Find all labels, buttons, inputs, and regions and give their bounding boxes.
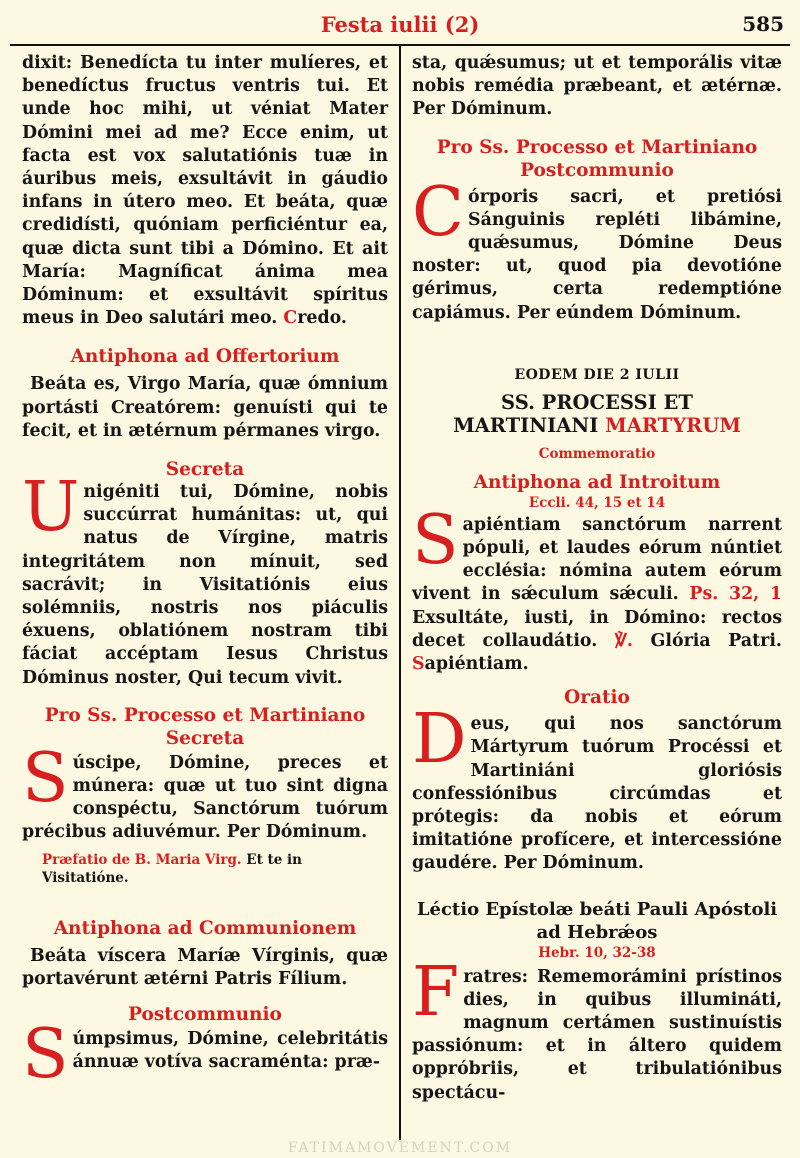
praefatio-label: Præfatio de B. Maria Virg. [42, 851, 242, 868]
pro-postcommunio-subheading: Postcommunio [520, 159, 674, 181]
page-number: 585 [742, 12, 784, 36]
communion-heading: Antiphona ad Communionem [53, 917, 357, 939]
psalm-text: Exsultáte, iusti, in Dómino: rectos decet collaudátio. [412, 607, 782, 651]
oratio-paragraph [412, 700, 782, 875]
lectio-text: ratres: Rememorámini prístinos dies, in quibus illumináti, magnum certámen sustinuístis passiónum: et in áltero quidem oppróbriis, et tribulatiónibus spectácu- [412, 966, 782, 1103]
feast-title-line2 [412, 414, 782, 437]
secreta-drop-cap: U [22, 468, 80, 548]
postcommunio-drop-cap: S [22, 1015, 69, 1095]
secreta-heading: Secreta [165, 459, 245, 481]
credo-rest: redo. [297, 308, 347, 329]
introit-heading: Antiphona ad Introitum [473, 471, 721, 493]
pro-postcommunio-heading: Pro Ss. Processo et Martiniano [436, 136, 758, 158]
introit-text: apiéntiam sanctórum narrent pópuli, et laudes eórum núntiet ecclésia: nómina autem eórum vivent in sǽculum sǽculi. [412, 514, 782, 605]
secreta-text: nigéniti tui, Dómine, nobis succúrrat humánitas: ut, qui natus de Vírgine, matris integritátem non mínuit, sed sacrávit; in Visitatiónis eius solémniis, nostris nos piáculis éxuens, oblatiónem nostram tibi fáciat accéptam Iesus Christus Dóminus noster, Qui tecum vivit. [22, 482, 388, 688]
psalm-reference: Ps. 32, 1 [689, 584, 782, 605]
postcommunio-heading: Postcommunio [128, 1004, 282, 1026]
gospel-continuation [22, 52, 388, 330]
pro-secreta-subheading: Secreta [165, 727, 245, 749]
feast-title-martyrum: MARTYRUM [605, 413, 741, 437]
pro-secreta-text: úscipe, Dómine, preces et múnera: quæ ut tuo sint digna conspéctu, Sanctórum tuórum précibus adiuvémur. Per Dóminum. [22, 752, 388, 843]
offertory-text: Beáta es, Virgo María, quæ ómnium portásti Creatórem: genuísti qui te fecit, et in ætérnum pérmanes virgo. [22, 374, 388, 441]
postcommunio-text: úmpsimus, Dómine, celebritátis ánnuæ votíva sacraménta: præ- [72, 1029, 388, 1073]
pro-postcommunio-text: órporis sacri, et pretiósi Sánguinis repléti libámine, quǽsumus, Dómine Deus noster: ut, quod pia devotióne gérimus, certa redemptióne capiámus. Per eúndem Dóminum. [412, 186, 782, 323]
gloria-text: Glória Patri. [650, 630, 782, 651]
repeat-text: apiéntiam. [424, 654, 529, 675]
pro-postcommunio-drop-cap: C [412, 172, 465, 252]
lectio-drop-cap: F [412, 952, 460, 1032]
praefatio-note [22, 851, 388, 887]
pro-secreta-heading: Pro Ss. Processo et Martiniano [44, 704, 366, 726]
feast-title-line1: SS. PROCESSI ET [501, 390, 693, 414]
eodem-die-label: EODEM DIE 2 IULII [514, 366, 680, 383]
praefatio-text: Et te in Visitatióne. [42, 851, 302, 886]
oratio-drop-cap: D [412, 700, 467, 780]
oratio-text: eus, qui nos sanctórum Mártyrum tuórum Procéssi et Martiniáni gloriósis confessiónibus circúmdas et prótegis: da nobis et eórum imitatióne profícere, et intercessióne gaudére. Per Dóminum. [412, 714, 782, 874]
postcommunio-continuation: sta, quǽsumus; ut et temporális vitæ nobis remédia præbeant, et ætérnæ. Per Dóminum. [412, 53, 782, 120]
left-column [22, 50, 388, 1095]
page-header [0, 0, 800, 44]
lectio-reference: Hebr. 10, 32-38 [538, 944, 656, 961]
introit-drop-cap: S [412, 500, 459, 580]
pro-postcommunio-paragraph [412, 172, 782, 325]
pro-secreta-drop-cap: S [22, 738, 69, 818]
watermark: FATIMAMOVEMENT.COM [287, 1140, 513, 1156]
repeat-initial: S [412, 654, 425, 675]
introit-reference: Eccli. 44, 15 et 14 [528, 494, 666, 511]
credo-initial: C [283, 308, 298, 329]
oratio-heading: Oratio [564, 687, 630, 709]
versicle-symbol: ℣. [614, 630, 633, 651]
offertory-heading: Antiphona ad Offertorium [70, 346, 340, 368]
right-column [412, 50, 782, 1105]
column-divider [399, 46, 401, 1140]
gospel-text: dixit: Benedícta tu inter mulíeres, et benedíctus fructus ventris tui. Et unde hoc mihi, ut véniat Mater Dómini mei ad me? Ecce enim, ut facta est vox salutatiónis tuæ in áuribus meis, exsultávit in gáudio infans in útero meo. Et beáta, quæ credidísti, quóniam perficiéntur ea, quæ dicta sunt tibi a Dómino. Et ait María: Magníficat ánima mea Dóminum: et exsultávit spíritus meus in Deo salutári meo. [22, 53, 388, 329]
lectio-heading-line2: ad Hebrǽos [536, 921, 658, 943]
feast-title-name: MARTINIANI [453, 413, 599, 437]
commemoratio-label: Commemoratio [538, 445, 656, 462]
lectio-heading-line1: Léctio Epístolæ beáti Pauli Apóstoli [416, 898, 778, 920]
page-title: Festa iulii (2) [320, 12, 480, 37]
communion-text: Beáta víscera Maríæ Vírginis, quæ portavérunt ætérni Patris Fílium. [22, 945, 388, 989]
